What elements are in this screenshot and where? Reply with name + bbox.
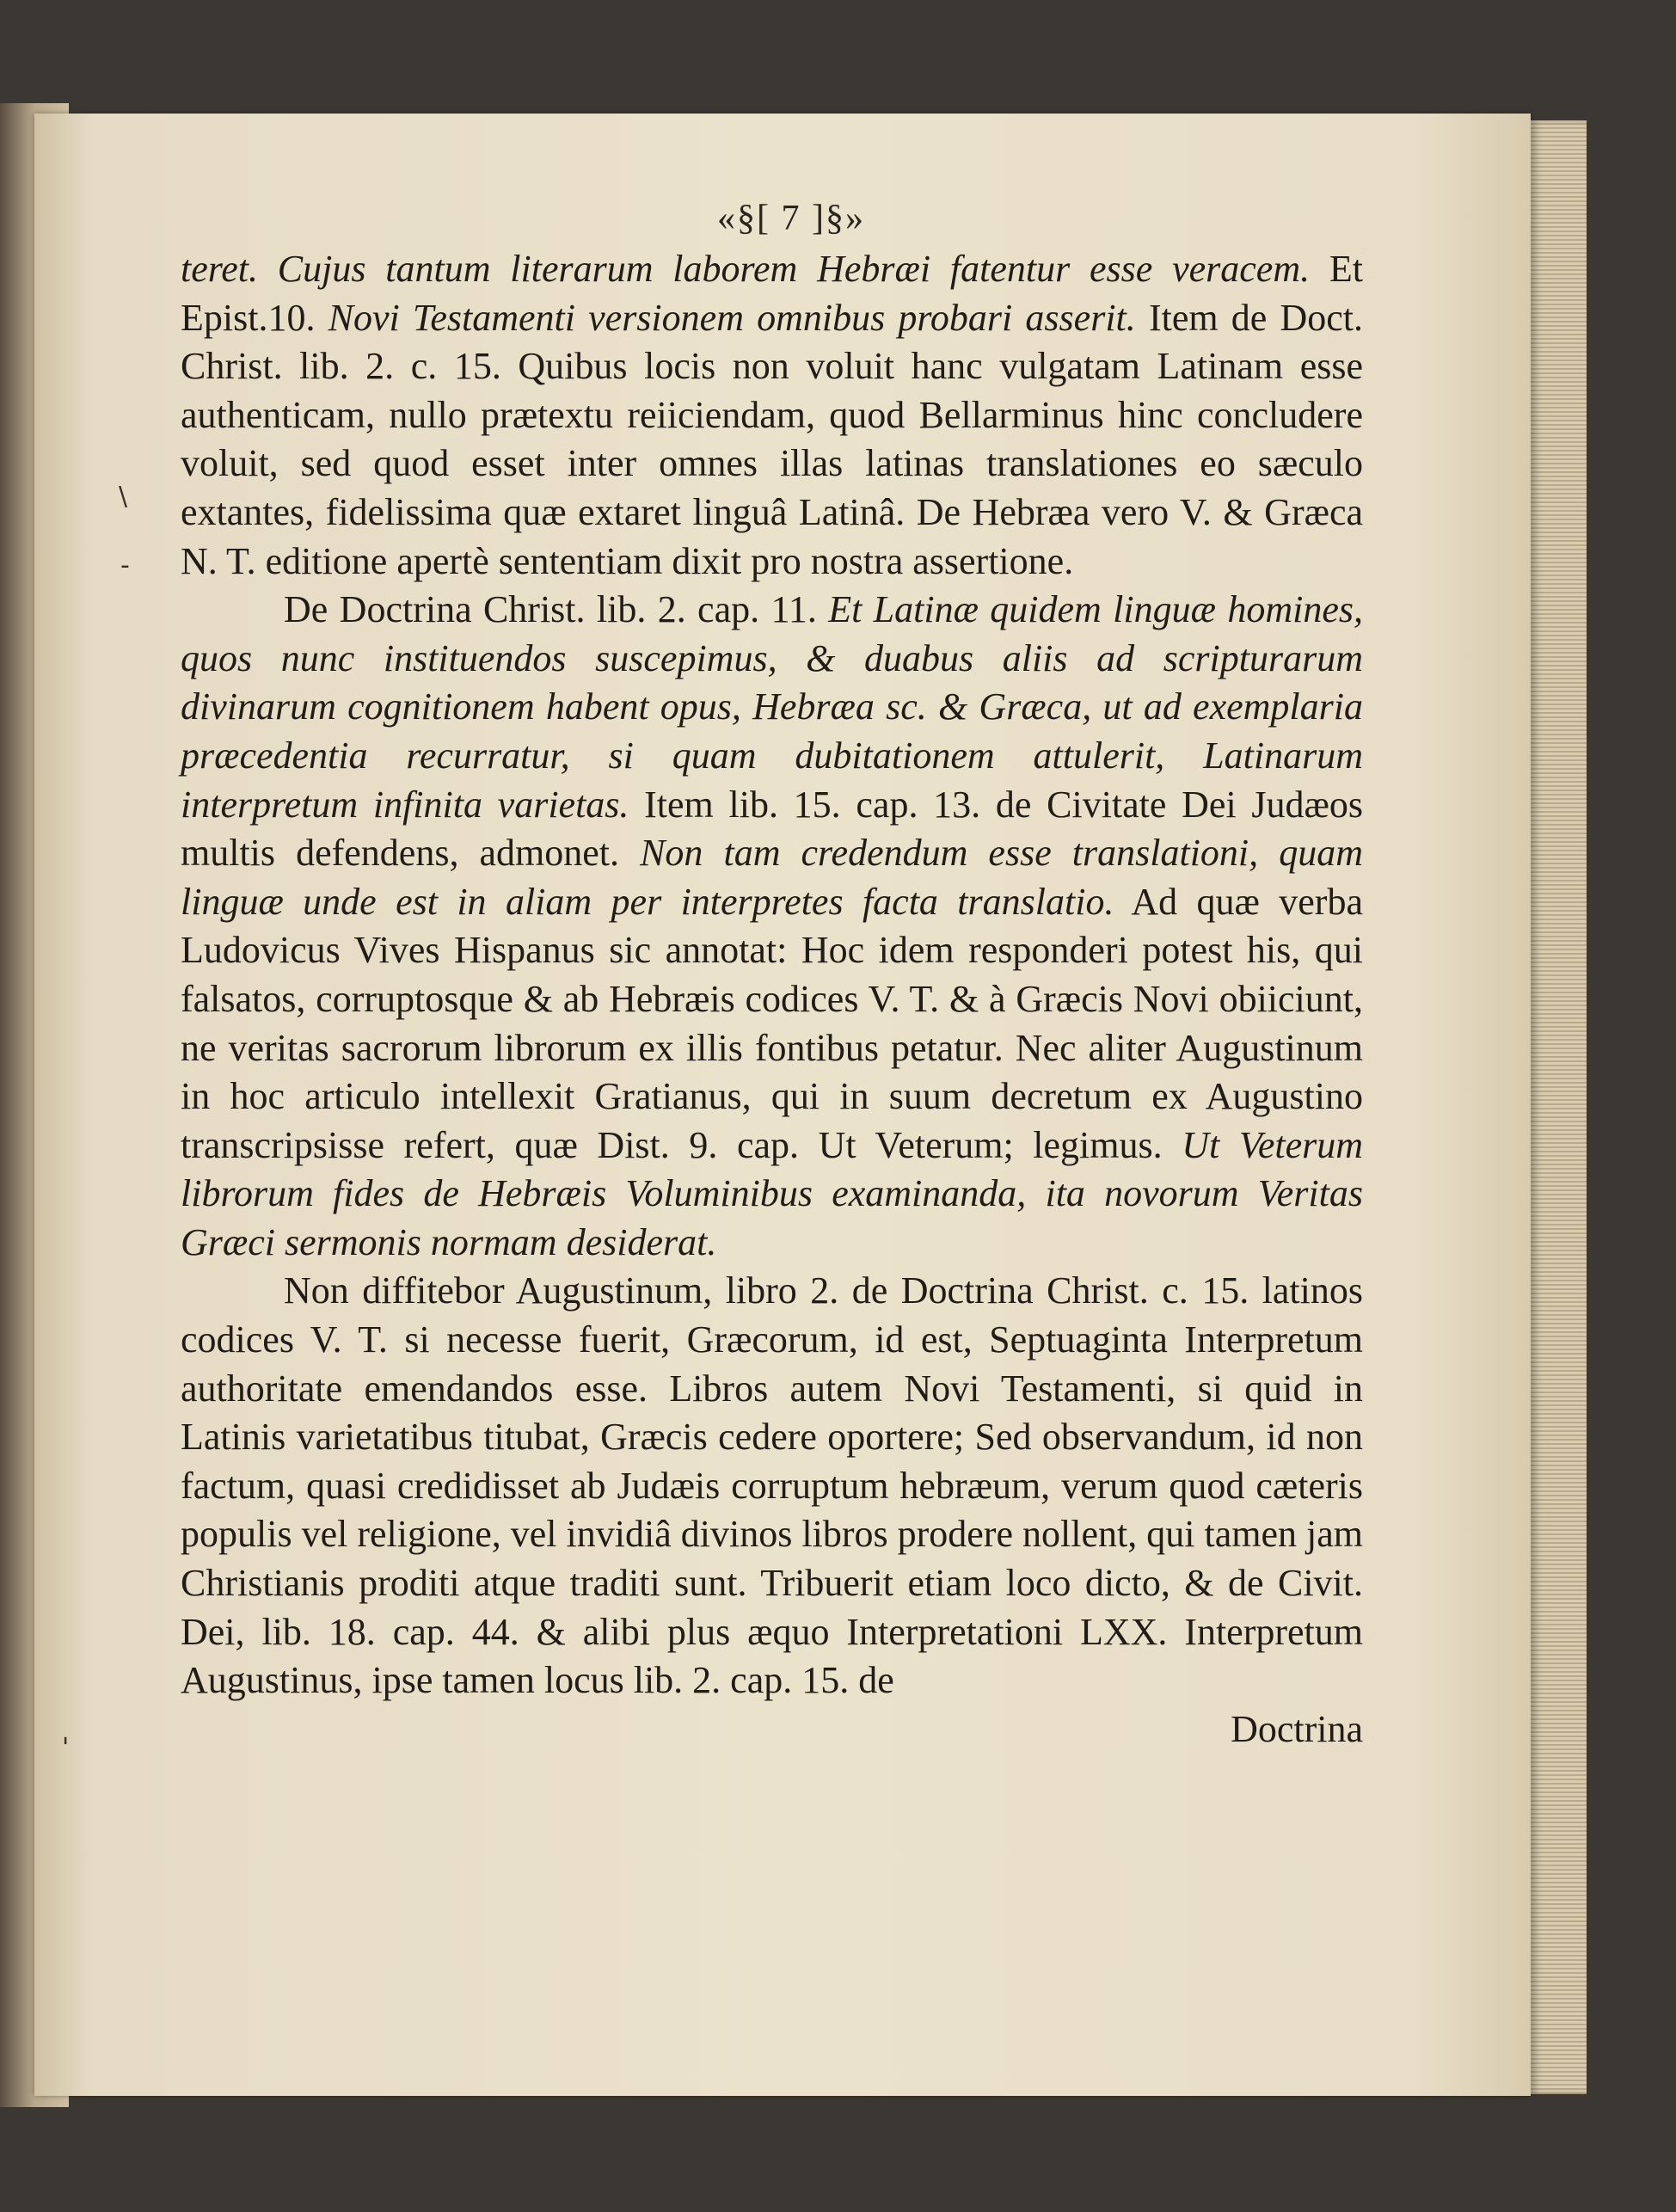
paragraph bbox=[181, 586, 1363, 1267]
italic-text-run: teret. Cujus tantum literarum laborem Hebræi fatentur esse veracem. bbox=[181, 248, 1311, 290]
page-block-edges bbox=[1531, 120, 1587, 2094]
italic-text-run: Non tam credendum esse translationi, quam linguæ unde est in aliam per interpretes facta translatio. bbox=[181, 832, 1363, 923]
italic-text-run: Et Latinæ quidem linguæ homines, quos nunc instituendos suscepimus, & duabus aliis ad scripturarum divinarum cognitionem habent opus, Hebræa sc. & Græca, ut ad exemplaria præcedentia recurratur, si quam dubitationem attulerit, Latinarum interpretum infinita varietas. bbox=[181, 588, 1363, 826]
text-run: De Doctrina Christ. lib. 2. cap. 11. bbox=[284, 588, 829, 631]
catchword: Doctrina bbox=[1231, 1707, 1363, 1750]
text-run: Ad quæ verba Ludovicus Vives Hispanus sic annotat: Hoc idem responderi potest his, qui falsatos, corruptosque & ab Hebræis codices V. T. & à Græcis Novi obiiciunt, ne veritas sacrorum librorum ex illis fontibus petatur. Nec aliter Augustinum in hoc articulo intellexit Gratianus, qui in suum decretum ex Augustino transcripsisse refert, quæ Dist. 9. cap. Ut Veterum; legimus. bbox=[181, 880, 1363, 1166]
margin-mark: - bbox=[120, 550, 130, 581]
margin-mark: \ bbox=[119, 482, 128, 512]
italic-text-run: Novi Testamenti versionem omnibus probari asserit. bbox=[328, 296, 1136, 339]
page-number-header: «§[ 7 ]§» bbox=[717, 199, 865, 238]
text-run: Non diffitebor Augustinum, libro 2. de Doctrina Christ. c. 15. latinos codices V. T. si necesse fuerit, Græcorum, id est, Septuaginta Interpretum authoritate emendandos esse. Libros autem Novi Testamenti, si quid in Latinis varietatibus titubat, Græcis cedere oportere; Sed observandum, id non factum, quasi credidisset ab Judæis corruptum hebræum, verum quod cæteris populis vel religione, vel invidiâ divinos libros prodere nollent, qui tamen jam Christianis proditi atque traditi sunt. Tribuerit etiam loco dicto, & de Civit. Dei, lib. 18. cap. 44. & alibi plus æquo Interpretationi LXX. Interpretum Augustinus, ipse tamen locus lib. 2. cap. 15. de bbox=[181, 1269, 1363, 1702]
paragraph bbox=[181, 1267, 1363, 1705]
italic-text-run: Ut Veterum librorum fides de Hebræis Voluminibus examinanda, ita novorum Veritas Græci sermonis normam desiderat. bbox=[181, 1123, 1363, 1263]
text-run: Et Epist.10. bbox=[181, 248, 1363, 339]
text-run: Item de Doct. Christ. lib. 2. c. 15. Quibus locis non voluit hanc vulgatam Latinam esse authenticam, nullo prætextu reiiciendam, quod Bellarminus hinc concludere voluit, sed quod esset inter omnes illas latinas translationes eo sæculo extantes, fidelissima quæ extaret linguâ Latinâ. De Hebræa vero V. & Græca N. T. editione apertè sententiam dixit pro nostra assertione. bbox=[181, 296, 1363, 582]
body-text bbox=[181, 245, 1363, 1754]
margin-mark: ' bbox=[62, 1733, 70, 1763]
paragraph bbox=[181, 245, 1363, 586]
text-run: Item lib. 15. cap. 13. de Civitate Dei Judæos multis defendens, admonet. bbox=[181, 783, 1363, 875]
